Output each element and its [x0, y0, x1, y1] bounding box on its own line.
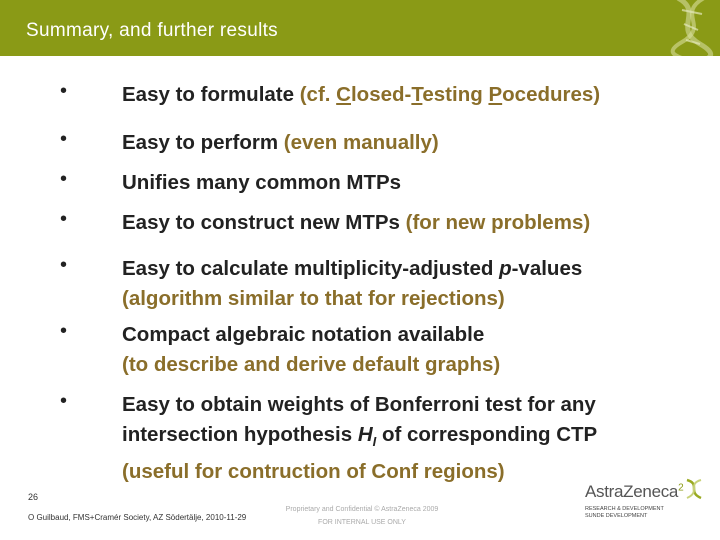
bullet-segment: Easy to obtain weights of Bonferroni test for any — [122, 393, 596, 416]
bullet-line — [122, 168, 712, 198]
logo-sub-line1: RESEARCH & DEVELOPMENT — [585, 506, 664, 512]
bullet-segment: Easy to construct new MTPs — [122, 211, 406, 234]
bullet-segment: intersection hypothesis — [122, 423, 358, 446]
bullet-line — [122, 80, 712, 110]
footer-confidential — [262, 503, 462, 529]
bullet-line — [122, 350, 712, 380]
bullet-dot: • — [60, 320, 68, 342]
bullet-segment: Easy to formulate — [122, 83, 300, 106]
bullet-text — [122, 254, 712, 314]
bullet-segment: I — [372, 434, 377, 450]
bullet-segment: (for new problems) — [405, 211, 591, 234]
bullet-segment: C — [336, 83, 351, 106]
astrazeneca-logo — [585, 478, 705, 522]
page-number: 26 — [28, 492, 39, 502]
logo-sub-line2: SUNDE DEVELOPMENT — [585, 513, 648, 519]
bullet-text — [122, 128, 712, 158]
bullet-text — [122, 390, 712, 487]
bullet-line — [122, 420, 712, 457]
bullet-line — [122, 208, 712, 238]
logo-symbol-icon — [683, 478, 705, 500]
logo-wordmark: AstraZeneca — [585, 482, 679, 501]
bullet-dot: • — [60, 80, 68, 102]
bullet-line — [122, 390, 712, 420]
bullet-segment: (to describe and derive default graphs) — [122, 353, 501, 376]
internal-use-line: FOR INTERNAL USE ONLY — [318, 519, 406, 526]
logo-name — [585, 482, 683, 502]
bullet-segment: esting — [422, 83, 489, 106]
bullet-segment: (cf. — [299, 83, 337, 106]
bullet-segment: Compact algebraic notation available — [122, 323, 485, 346]
bullet-segment: (even manually) — [283, 131, 439, 154]
bullet-text — [122, 80, 712, 110]
bullet-segment: H — [357, 423, 373, 446]
bullet-segment: ocedures) — [502, 83, 601, 106]
bullet-dot: • — [60, 254, 68, 276]
bullet-text — [122, 208, 712, 238]
bullet-text — [122, 168, 712, 198]
bullet-dot: • — [60, 128, 68, 150]
bullet-segment: T — [411, 83, 423, 106]
bullet-segment: p — [499, 257, 512, 280]
slide-title: Summary, and further results — [26, 20, 278, 41]
bullet-segment: -values — [511, 257, 583, 280]
confidential-line: Proprietary and Confidential © AstraZeneca 2009 — [285, 506, 439, 513]
bullet-segment: Easy to calculate multiplicity-adjusted — [122, 257, 500, 280]
bullet-segment: P — [488, 83, 503, 106]
logo-superscript: 2 — [678, 482, 684, 494]
footer-author: O Guilbaud, FMS+Cramér Society, AZ Södertälje, 2010-11-29 — [28, 513, 247, 522]
bullet-line — [122, 128, 712, 158]
bullet-segment: Unifies many common MTPs — [122, 171, 402, 194]
logo-subtitle — [585, 506, 664, 520]
bullet-segment: losed- — [350, 83, 412, 106]
bullet-segment: of corresponding CTP — [376, 423, 598, 446]
bullet-segment: (useful for contruction of Conf regions) — [122, 460, 505, 484]
bullet-dot: • — [60, 168, 68, 190]
bullet-segment: Easy to perform — [122, 131, 284, 154]
title-bar — [0, 0, 720, 56]
bullet-dot: • — [60, 390, 68, 412]
bullet-line — [122, 320, 712, 350]
bullet-line — [122, 254, 712, 284]
bullet-text — [122, 320, 712, 380]
bullet-segment: (algorithm similar to that for rejections) — [122, 287, 505, 310]
bullet-dot: • — [60, 208, 68, 230]
dna-helix-icon — [660, 0, 720, 56]
bullet-line — [122, 284, 712, 314]
